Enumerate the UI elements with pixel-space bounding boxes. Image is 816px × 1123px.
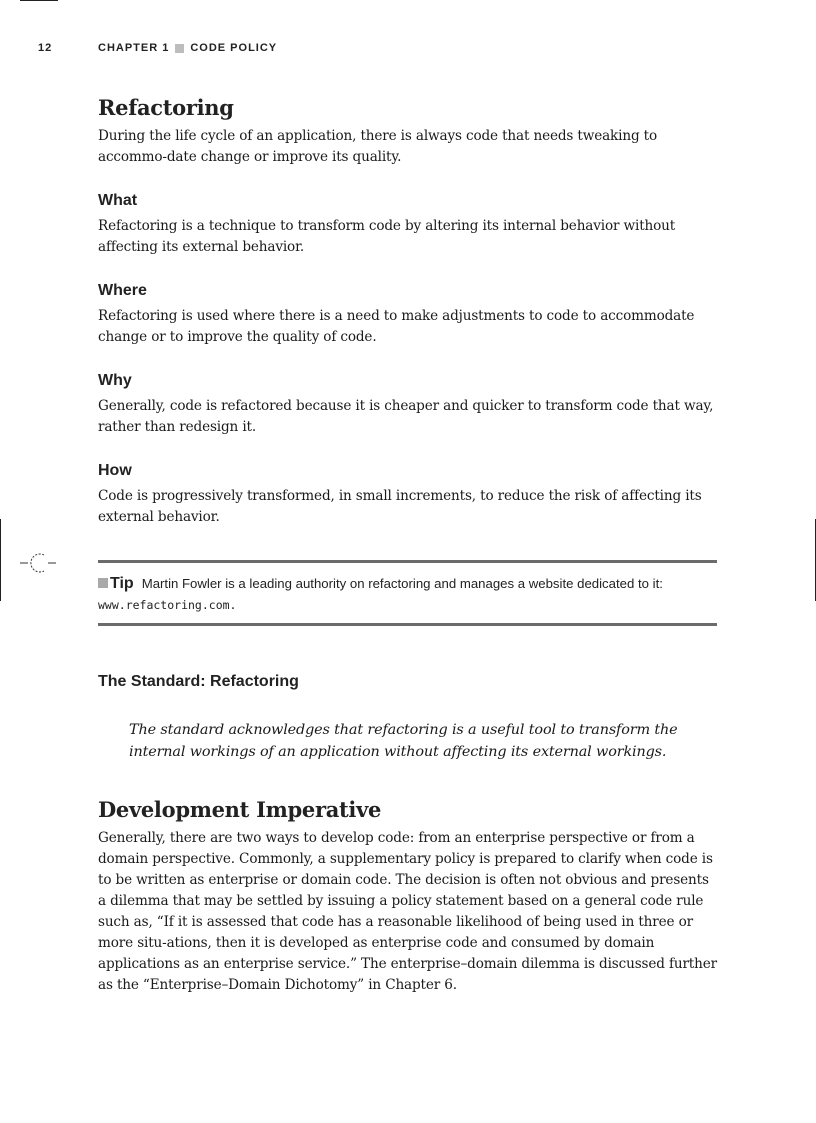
what-heading: What: [98, 192, 138, 209]
refactoring-title: Refactoring: [98, 95, 234, 120]
standard-heading: The Standard: Refactoring: [98, 673, 299, 690]
development-imperative-title: Development Imperative: [98, 797, 382, 822]
crop-mark-top: [20, 0, 58, 1]
what-text: Refactoring is a technique to transform code by altering its internal behavior without affecting its external behavior.: [98, 218, 676, 255]
tip-label: Tip: [110, 575, 134, 592]
section-label: CODE POLICY: [190, 42, 278, 54]
how-text: Code is progressively transformed, in small increments, to reduce the risk of affecting its external behavior.: [98, 488, 702, 525]
registration-mark-icon: [16, 548, 60, 578]
running-head: [38, 42, 277, 54]
where-heading: Where: [98, 282, 147, 299]
why-heading: Why: [98, 372, 132, 389]
tip-text: Martin Fowler is a leading authority on refactoring and manages a website dedicated to it:: [141, 576, 663, 591]
chapter-label: CHAPTER 1: [98, 42, 170, 54]
standard-text: The standard acknowledges that refactoring is a useful tool to transform the internal workings of an application without affecting its external workings.: [129, 722, 678, 760]
refactoring-intro: During the life cycle of an application, there is always code that needs tweaking to accommo-date change or improve its quality.: [98, 128, 658, 165]
page-content: [98, 95, 720, 996]
page-number: 12: [38, 42, 53, 54]
tip-square-icon: [98, 578, 108, 588]
tip-box: [98, 560, 717, 626]
development-imperative-text: Generally, there are two ways to develop code: from an enterprise perspective or from a domain perspective. Commonly, a supplementary policy is prepared to clarify when code is to be written as enterprise or domain code. The decision is often not obvious and presents a dilemma that may be settled by issuing a policy statement based on a general code rule such as, “If it is assessed that code has a reasonable likelihood of being used in three or more situ-ations, then it is developed as enterprise code and consumed by domain applications as an enterprise service.” The enterprise–domain dilemma is discussed further as the “Enterprise–Domain Dichotomy” in Chapter 6.: [98, 830, 717, 993]
crop-mark-left: [0, 519, 1, 601]
tip-line: [98, 575, 717, 593]
where-text: Refactoring is used where there is a need to make adjustments to code to accommodate change or to improve the quality of code.: [98, 308, 695, 345]
how-heading: How: [98, 462, 132, 479]
why-text: Generally, code is refactored because it is cheaper and quicker to transform code that way, rather than redesign it.: [98, 398, 714, 435]
separator-square-icon: [175, 44, 184, 53]
tip-url: www.refactoring.com.: [98, 598, 237, 612]
